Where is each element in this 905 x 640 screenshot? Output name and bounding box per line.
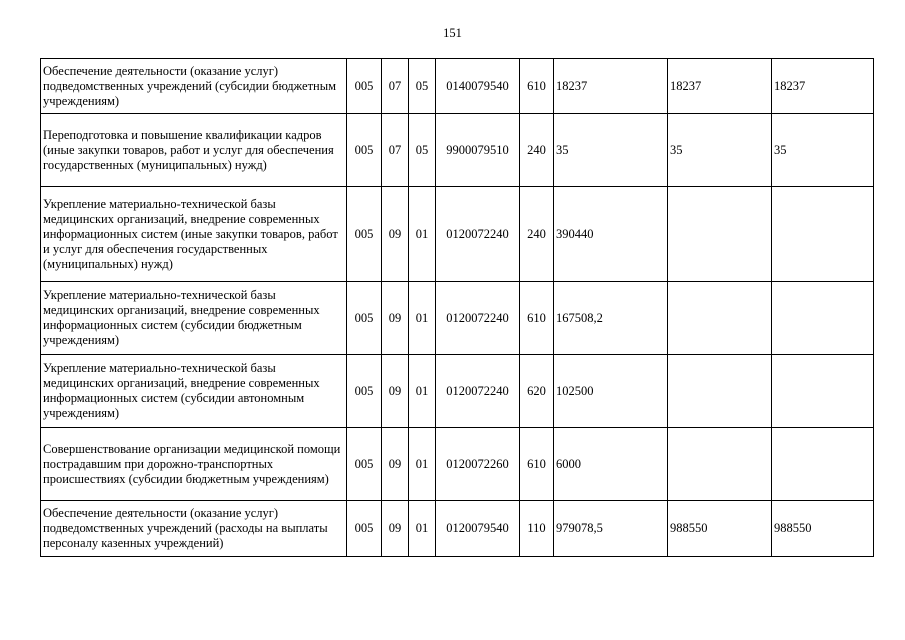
row-name: Совершенствование организации медицинской помощи пострадавшим при дорожно-транспортных происшествиях (субсидии бюджетным учреждениям) [41, 428, 347, 501]
target-article-code: 0140079540 [436, 59, 520, 114]
amount-year-3: 18237 [772, 59, 874, 114]
ministry-code: 005 [347, 282, 382, 355]
row-name: Переподготовка и повышение квалификации кадров (иные закупки товаров, работ и услуг для обеспечения государственных (муниципальных) нужд) [41, 114, 347, 187]
amount-year-3 [772, 428, 874, 501]
subsection-code: 05 [409, 59, 436, 114]
amount-year-2: 18237 [668, 59, 772, 114]
section-code: 09 [382, 428, 409, 501]
table-row [41, 501, 874, 557]
amount-year-3 [772, 187, 874, 282]
ministry-code: 005 [347, 59, 382, 114]
row-name: Укрепление материально-технической базы медицинских организаций, внедрение современных информационных систем (иные закупки товаров, работ и услуг для обеспечения государственных (муниципальных) нужд) [41, 187, 347, 282]
amount-year-2 [668, 187, 772, 282]
target-article-code: 0120072240 [436, 187, 520, 282]
table-row [41, 355, 874, 428]
section-code: 07 [382, 114, 409, 187]
expense-type-code: 240 [520, 114, 554, 187]
ministry-code: 005 [347, 114, 382, 187]
subsection-code: 01 [409, 282, 436, 355]
row-name: Укрепление материально-технической базы медицинских организаций, внедрение современных информационных систем (субсидии автономным учреждениям) [41, 355, 347, 428]
amount-year-1: 18237 [554, 59, 668, 114]
amount-year-1: 6000 [554, 428, 668, 501]
amount-year-2 [668, 428, 772, 501]
section-code: 07 [382, 59, 409, 114]
amount-year-2: 35 [668, 114, 772, 187]
table-row [41, 59, 874, 114]
expense-type-code: 610 [520, 59, 554, 114]
ministry-code: 005 [347, 355, 382, 428]
expense-type-code: 610 [520, 428, 554, 501]
table-body [41, 59, 874, 557]
section-code: 09 [382, 355, 409, 428]
amount-year-1: 979078,5 [554, 501, 668, 557]
subsection-code: 01 [409, 355, 436, 428]
amount-year-3 [772, 282, 874, 355]
amount-year-1: 35 [554, 114, 668, 187]
amount-year-1: 390440 [554, 187, 668, 282]
table-row [41, 428, 874, 501]
amount-year-3 [772, 355, 874, 428]
target-article-code: 0120072260 [436, 428, 520, 501]
amount-year-1: 167508,2 [554, 282, 668, 355]
row-name: Укрепление материально-технической базы медицинских организаций, внедрение современных информационных систем (субсидии бюджетным учреждениям) [41, 282, 347, 355]
row-name: Обеспечение деятельности (оказание услуг) подведомственных учреждений (расходы на выплаты персоналу казенных учреждений) [41, 501, 347, 557]
section-code: 09 [382, 282, 409, 355]
ministry-code: 005 [347, 501, 382, 557]
table-row [41, 187, 874, 282]
page-number: 151 [443, 26, 462, 40]
subsection-code: 01 [409, 428, 436, 501]
budget-table [40, 58, 874, 557]
target-article-code: 0120072240 [436, 282, 520, 355]
expense-type-code: 610 [520, 282, 554, 355]
target-article-code: 0120072240 [436, 355, 520, 428]
amount-year-2 [668, 282, 772, 355]
amount-year-1: 102500 [554, 355, 668, 428]
expense-type-code: 110 [520, 501, 554, 557]
subsection-code: 01 [409, 501, 436, 557]
target-article-code: 9900079510 [436, 114, 520, 187]
ministry-code: 005 [347, 187, 382, 282]
target-article-code: 0120079540 [436, 501, 520, 557]
ministry-code: 005 [347, 428, 382, 501]
row-name: Обеспечение деятельности (оказание услуг) подведомственных учреждений (субсидии бюджетным учреждениям) [41, 59, 347, 114]
amount-year-2 [668, 355, 772, 428]
amount-year-3: 35 [772, 114, 874, 187]
section-code: 09 [382, 501, 409, 557]
amount-year-3: 988550 [772, 501, 874, 557]
table-row [41, 114, 874, 187]
amount-year-2: 988550 [668, 501, 772, 557]
expense-type-code: 620 [520, 355, 554, 428]
table-row [41, 282, 874, 355]
subsection-code: 05 [409, 114, 436, 187]
section-code: 09 [382, 187, 409, 282]
subsection-code: 01 [409, 187, 436, 282]
expense-type-code: 240 [520, 187, 554, 282]
